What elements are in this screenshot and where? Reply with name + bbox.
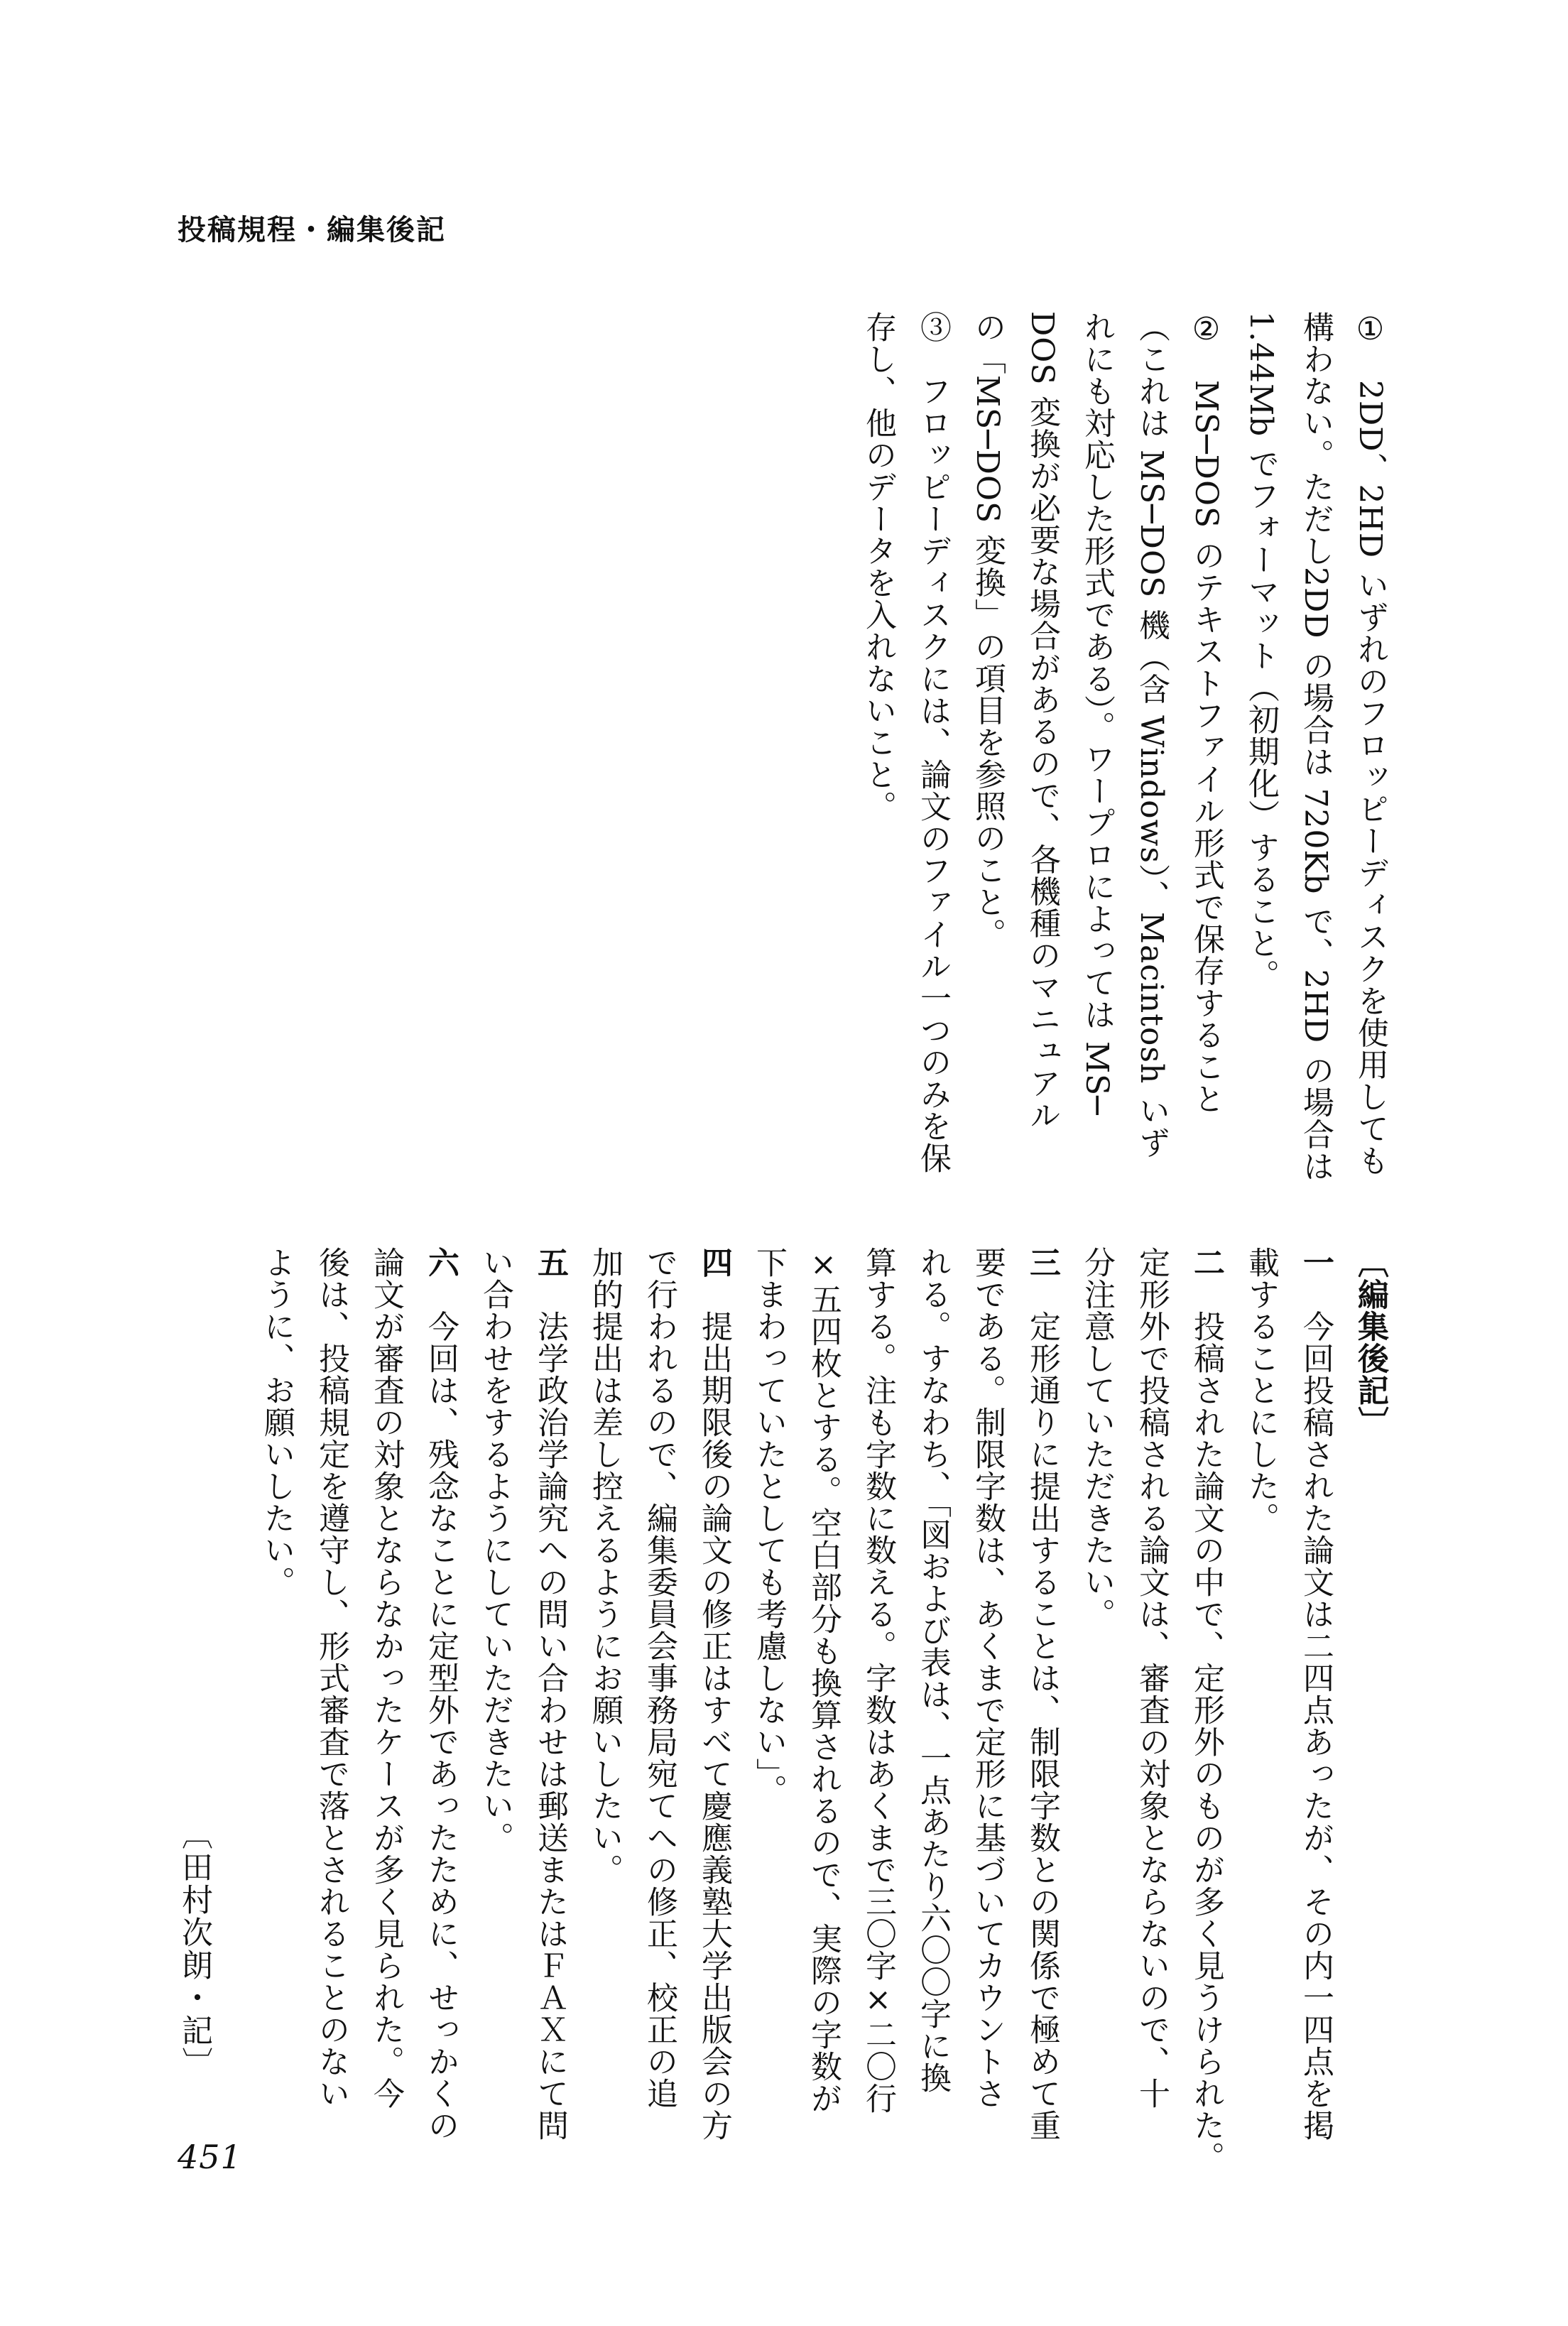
running-head: 投稿規程・編集後記 [178,214,446,246]
afterword-item-1-line [1288,1246,1343,2141]
afterword-item-6-line: 後は、投稿規定を遵守し、形式審査で落とされることのない [313,1246,349,2109]
rule-line: 1.44Mb でフォーマット（初期化）すること。 [1243,311,1279,991]
item-text: 提出期限後の論文の修正はすべて慶應義塾大学出版会の方 [696,1278,732,2141]
afterword-item-3-line [1015,1246,1069,2141]
afterword-item-4-line: 加的提出は差し控えるようにお願いしたい。 [587,1246,623,1886]
rule-line: ③ フロッピーディスクには、論文のファイル一つのみを保 [915,311,951,1174]
afterword-item-3-line: 下まわっていたとしても考慮しない」。 [751,1246,787,1806]
afterword-heading: 〔編集後記〕 [1352,1246,1388,1438]
item-text: 投稿された論文の中で、定形外のものが多く見うけられた。 [1188,1278,1224,2173]
afterword-item-1-line: 載することにした。 [1243,1246,1279,1534]
submission-rules [851,311,1398,1183]
afterword-item-6-line: 論文が審査の対象とならなかったケースが多く見られた。今 [368,1246,404,2109]
rule-line: ① 2DD、2HD いずれのフロッピーディスクを使用しても [1352,311,1388,1177]
item-text: 今回は、残念なことに定型外であったために、せっかくの [423,1278,459,2141]
afterword-item-4-line [687,1246,741,2141]
afterword-item-5-line: い合わせをするようにしていただきたい。 [477,1246,513,1854]
rule-line: ② MS─DOS のテキストファイル形式で保存すること [1188,311,1224,1115]
afterword-item-3-line: 要である。制限字数は、あくまで定形に基づいてカウントさ [969,1246,1006,2109]
afterword-item-5-line [523,1246,577,2141]
afterword-item-3-line: れる。すなわち、「図および表は、一点あたり六〇〇字に換 [915,1246,951,2094]
rule-line: の「MS─DOS 変換」の項目を参照のこと。 [969,311,1006,950]
rule-line: DOS 変換が必要な場合があるので、各機種のマニュアル [1024,311,1060,1131]
rule-line: （これは MS─DOS 機（含 Windows）、Macintosh いず [1133,311,1170,1159]
rule-line: 構わない。ただし2DD の場合は 720Kb で、2HD の場合は [1297,311,1334,1183]
afterword-item-2-line: 定形外で投稿される論文は、審査の対象とならないので、十 [1133,1246,1170,2109]
afterword-item-4-line: で行われるので、編集委員会事務局宛てへの修正、校正の追 [641,1246,677,2109]
item-number: 二 [1188,1246,1224,1278]
item-text: 定形通りに提出することは、制限字数との関係で極めて重 [1024,1278,1060,2141]
item-number: 四 [696,1246,732,1278]
afterword-item-6-line: ように、お願いしたい。 [258,1246,295,1598]
editorial-afterword [249,1246,1398,2173]
afterword-item-2-line: 分注意していただきたい。 [1079,1246,1115,1630]
item-text: 法学政治学論究への問い合わせは郵送またはＦＡＸにて問 [532,1278,568,2141]
afterword-item-3-line: 算する。注も字数に数える。字数はあくまで三〇字×二〇行 [860,1246,896,2114]
item-number: 六 [423,1246,459,1278]
item-number: 三 [1024,1246,1060,1278]
signature: 〔田村次朗・記〕 [176,1818,212,2080]
page-number: 451 [178,2138,242,2176]
rule-line: 存し、他のデータを入れないこと。 [860,311,896,822]
afterword-item-2-line [1179,1246,1234,2173]
item-text: 今回投稿された論文は二四点あったが、その内一四点を掲 [1297,1278,1334,2141]
afterword-item-6-line [413,1246,468,2141]
item-number: 一 [1297,1246,1334,1278]
rule-line: れにも対応した形式である）。ワープロによっては MS─ [1079,311,1115,1116]
afterword-item-3-line: ×五四枚とする。空白部分も換算されるので、実際の字数が [805,1246,842,2114]
item-number: 五 [532,1246,568,1278]
